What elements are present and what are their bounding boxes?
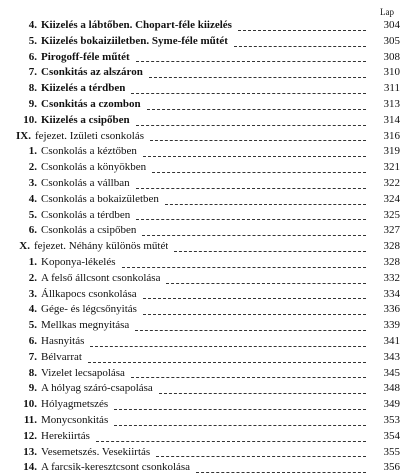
toc-number: 5. xyxy=(28,34,37,47)
toc-title: Herekiirtás xyxy=(41,429,90,442)
toc-row xyxy=(14,318,400,334)
toc-page-number: 321 xyxy=(383,161,400,174)
toc-page-number: 356 xyxy=(383,461,400,474)
toc-page-number: 324 xyxy=(383,192,400,205)
toc-number: 14. xyxy=(23,461,37,474)
toc-row xyxy=(14,65,400,81)
toc-number: 7. xyxy=(28,66,37,79)
toc-page-number: 314 xyxy=(383,113,400,126)
dot-leader xyxy=(88,362,366,363)
toc-row xyxy=(14,302,400,318)
toc-row xyxy=(14,381,400,397)
dot-leader xyxy=(135,330,366,331)
toc-section-row xyxy=(14,239,400,255)
chapter-title: fejezet. Izületi csonkolás xyxy=(34,129,145,142)
toc-number: 11. xyxy=(23,413,37,426)
toc-row xyxy=(14,50,400,66)
toc-page-number: 336 xyxy=(383,303,400,316)
dot-leader xyxy=(114,409,366,410)
dot-leader xyxy=(150,140,366,141)
toc-title: Csonkolás a csipőben xyxy=(41,224,137,237)
toc-title: A hólyag száró-csapolása xyxy=(41,382,153,395)
dot-leader xyxy=(166,283,366,284)
toc-number: 3. xyxy=(28,176,37,189)
toc-title: Vizelet lecsapolása xyxy=(41,366,125,379)
toc-row xyxy=(14,160,400,176)
toc-number: 7. xyxy=(28,350,37,363)
toc-page-number: 327 xyxy=(383,224,400,237)
dot-leader xyxy=(152,172,366,173)
toc-row xyxy=(14,144,400,160)
toc-row xyxy=(14,460,400,476)
toc-number: 13. xyxy=(23,445,37,458)
toc-title: Csonkitás az alszáron xyxy=(41,66,143,79)
toc-row xyxy=(14,208,400,224)
page-header xyxy=(14,6,400,18)
toc-page-number: 325 xyxy=(383,208,400,221)
toc-row xyxy=(14,397,400,413)
toc-number: 9. xyxy=(28,97,37,110)
chapter-title: fejezet. Néhány különös műtét xyxy=(34,240,169,253)
toc-number: 2. xyxy=(28,271,37,284)
toc-title: Csonkolás a bokaizületben xyxy=(41,192,159,205)
toc-page-number: 353 xyxy=(383,413,400,426)
toc-row xyxy=(14,97,400,113)
chapter-number: IX. xyxy=(16,129,31,142)
toc-title: Vesemetszés. Vesekiirtás xyxy=(41,445,151,458)
dot-leader xyxy=(90,346,366,347)
toc-page-number: 334 xyxy=(383,287,400,300)
toc-page-number: 348 xyxy=(383,382,400,395)
toc-title: Csonkolás a vállban xyxy=(41,176,130,189)
toc-number: 6. xyxy=(28,334,37,347)
toc-number: 10. xyxy=(23,113,37,126)
dot-leader xyxy=(131,93,366,94)
toc-row xyxy=(14,413,400,429)
toc-number: 4. xyxy=(28,192,37,205)
toc-section-row xyxy=(14,129,400,145)
chapter-number: X. xyxy=(19,240,30,253)
dot-leader xyxy=(196,472,366,473)
dot-leader xyxy=(136,125,366,126)
toc-number: 6. xyxy=(28,50,37,63)
dot-leader xyxy=(159,393,366,394)
toc-number: 2. xyxy=(28,161,37,174)
toc-title: Gége- és légcsőnyitás xyxy=(41,303,137,316)
toc-number: 1. xyxy=(28,145,37,158)
toc-number: 3. xyxy=(28,287,37,300)
toc-title: Kiizelés a lábtőben. Chopart-féle kiizelés xyxy=(41,19,232,31)
toc-number: 5. xyxy=(28,208,37,221)
toc-page-number: 343 xyxy=(383,350,400,363)
toc-page-number: 310 xyxy=(383,66,400,79)
toc-row xyxy=(14,223,400,239)
dot-leader xyxy=(165,204,366,205)
toc-title: Kiizelés bokaiziiletben. Syme-féle műtét xyxy=(41,34,228,47)
toc-row xyxy=(14,18,400,34)
dot-leader xyxy=(143,314,366,315)
toc-number: 9. xyxy=(28,382,37,395)
dot-leader xyxy=(131,377,366,378)
toc-number: 10. xyxy=(23,398,37,411)
dot-leader xyxy=(114,425,366,426)
toc-page-number: 332 xyxy=(383,271,400,284)
toc-page-number: 355 xyxy=(383,445,400,458)
dot-leader xyxy=(156,456,366,457)
toc-page-number: 354 xyxy=(383,429,400,442)
toc-page-number: 328 xyxy=(383,240,400,253)
toc-title: Csonkolás a kéztőben xyxy=(41,145,137,158)
toc-title: A farcsik-keresztcsont csonkolása xyxy=(41,461,191,474)
toc-number: 8. xyxy=(28,366,37,379)
toc-title: Csonkitás a czombon xyxy=(41,97,141,110)
toc-row xyxy=(14,255,400,271)
dot-leader xyxy=(122,267,366,268)
toc-page-number: 319 xyxy=(383,145,400,158)
toc-page-number: 339 xyxy=(383,319,400,332)
toc-row xyxy=(14,81,400,97)
toc-title: Koponya-lékelés xyxy=(41,255,116,268)
toc-title: Hasnyitás xyxy=(41,334,85,347)
toc-page-number: 345 xyxy=(383,366,400,379)
toc-number: 4. xyxy=(28,19,37,31)
dot-leader xyxy=(142,235,366,236)
toc-title: Bélvarrat xyxy=(41,350,82,363)
toc-row xyxy=(14,271,400,287)
toc-row xyxy=(14,334,400,350)
toc-page-number: 322 xyxy=(383,176,400,189)
toc-title: Hólyagmetszés xyxy=(41,398,109,411)
toc-title: Csonkolás a térdben xyxy=(41,208,131,221)
toc-title: Kiizelés a térdben xyxy=(41,82,126,95)
toc-page-number: 341 xyxy=(383,334,400,347)
toc-number: 4. xyxy=(28,303,37,316)
dot-leader xyxy=(96,441,366,442)
toc-title: Monycsonkitás xyxy=(41,413,109,426)
toc-title: Kiizelés a csipőben xyxy=(41,113,130,126)
dot-leader xyxy=(143,156,366,157)
toc-title: Mellkas megnyitása xyxy=(41,319,130,332)
toc-row xyxy=(14,445,400,461)
dot-leader xyxy=(238,30,366,31)
table-of-contents xyxy=(14,18,400,476)
dot-leader xyxy=(136,219,366,220)
toc-row xyxy=(14,429,400,445)
toc-number: 12. xyxy=(23,429,37,442)
toc-row xyxy=(14,287,400,303)
toc-title: Pirogoff-féle műtét xyxy=(41,50,130,63)
dot-leader xyxy=(149,77,366,78)
toc-page-number: 316 xyxy=(383,129,400,142)
toc-page-number: 308 xyxy=(383,50,400,63)
toc-number: 6. xyxy=(28,224,37,237)
toc-row xyxy=(14,113,400,129)
dot-leader xyxy=(143,298,366,299)
toc-number: 1. xyxy=(28,255,37,268)
toc-number: 8. xyxy=(28,82,37,95)
dot-leader xyxy=(136,61,366,62)
toc-row xyxy=(14,350,400,366)
dot-leader xyxy=(174,251,366,252)
toc-number: 5. xyxy=(28,319,37,332)
toc-page-number: 328 xyxy=(383,255,400,268)
toc-page-number: 349 xyxy=(383,398,400,411)
toc-title: A felső állcsont csonkolása xyxy=(41,271,161,284)
toc-row xyxy=(14,192,400,208)
toc-page-number: 304 xyxy=(383,19,400,31)
toc-page-number: 311 xyxy=(383,82,400,95)
toc-page-number: 313 xyxy=(383,97,400,110)
dot-leader xyxy=(234,46,366,47)
toc-row xyxy=(14,176,400,192)
toc-title: Állkapocs csonkolása xyxy=(41,287,137,300)
page-column-label: Lap xyxy=(380,7,394,17)
toc-page-number: 305 xyxy=(383,34,400,47)
toc-row xyxy=(14,34,400,50)
dot-leader xyxy=(147,109,366,110)
toc-title: Csonkolás a könyökben xyxy=(41,161,147,174)
dot-leader xyxy=(136,188,366,189)
toc-row xyxy=(14,366,400,382)
